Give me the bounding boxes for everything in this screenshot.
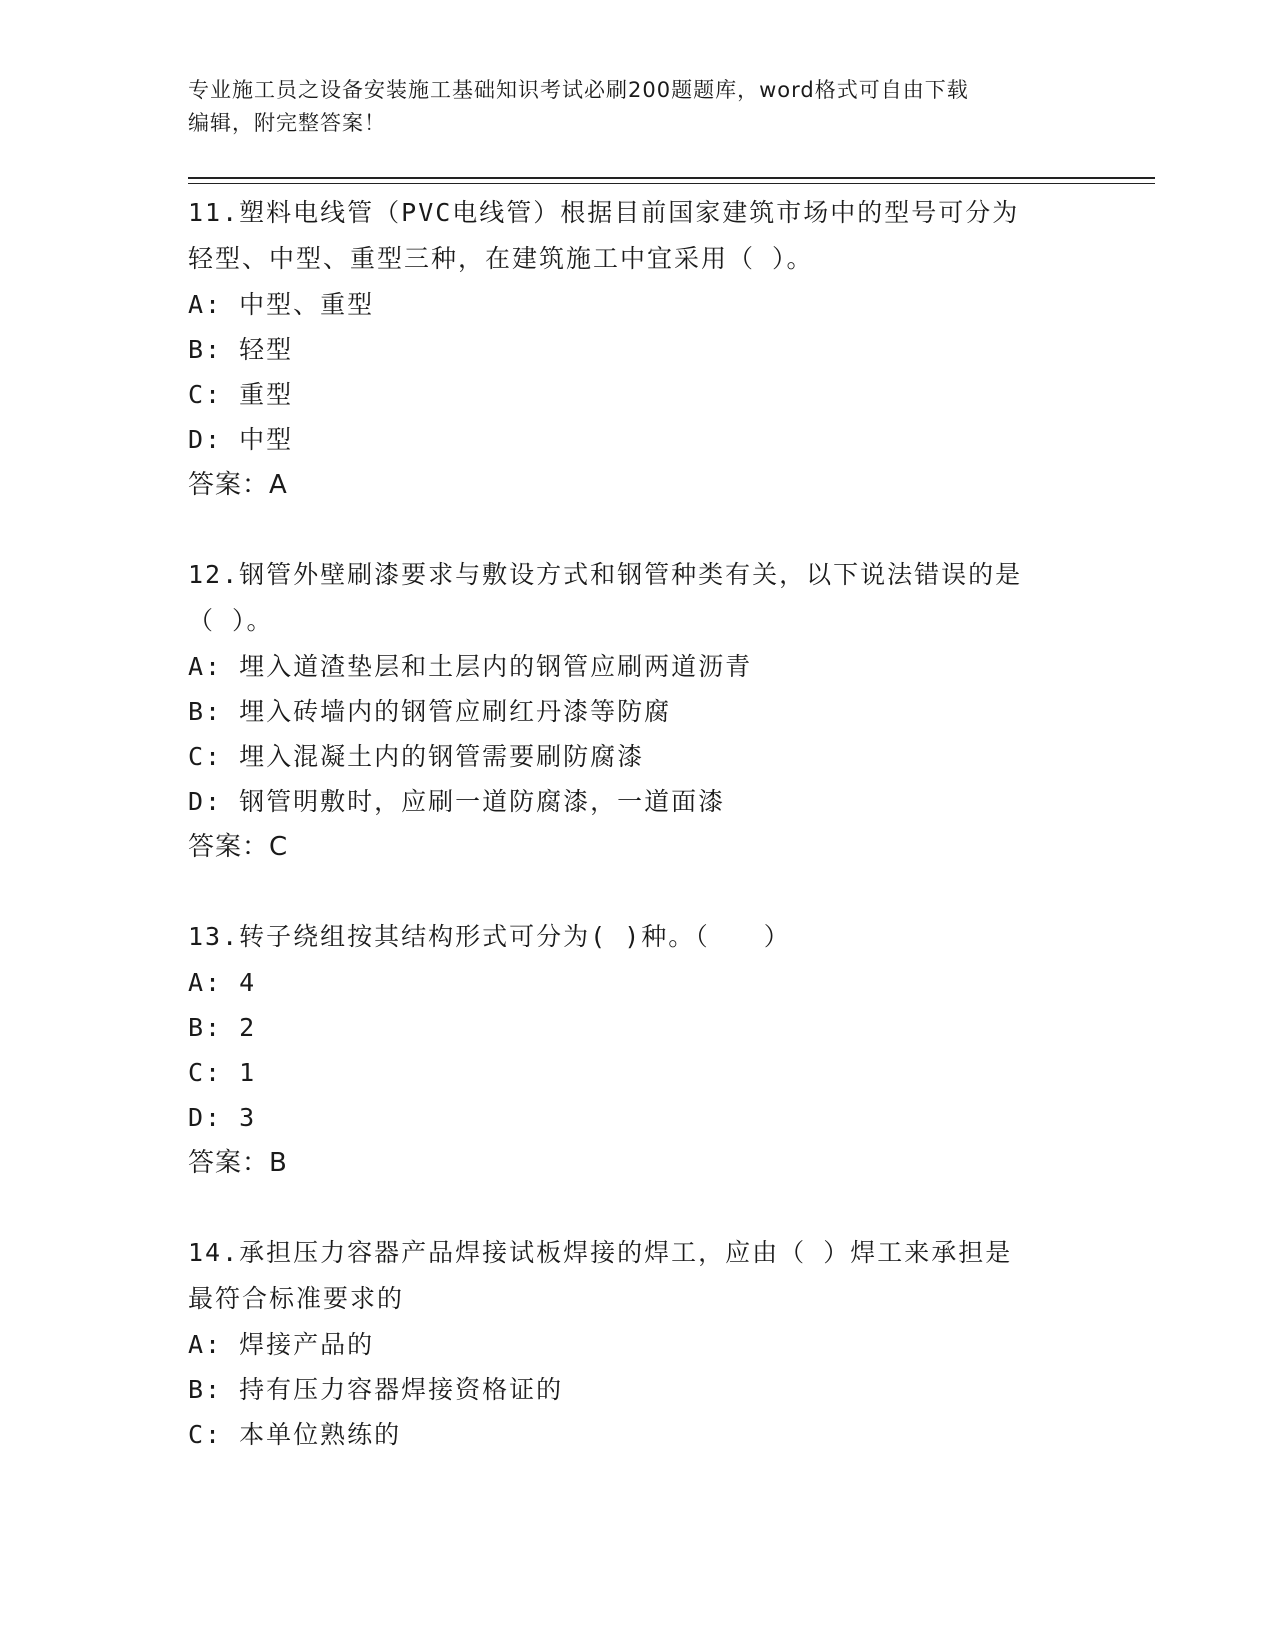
option-d: D: 钢管明敷时，应刷一道防腐漆，一道面漆 xyxy=(188,787,726,816)
question-list xyxy=(188,190,1088,1501)
header-divider-thick xyxy=(188,177,1155,179)
option-b: B: 持有压力容器焊接资格证的 xyxy=(188,1375,564,1404)
document-header xyxy=(188,74,1068,140)
question-stem-line: 13.转子绕组按其结构形式可分为( )种。（ ） xyxy=(188,922,791,951)
question-12 xyxy=(188,552,1088,870)
question-14 xyxy=(188,1230,1088,1457)
option-b: B: 2 xyxy=(188,1013,257,1042)
option-c: C: 本单位熟练的 xyxy=(188,1420,402,1449)
question-stem-line: 11.塑料电线管（PVC电线管）根据目前国家建筑市场中的型号可分为 xyxy=(188,198,1020,227)
question-stem-line: 最符合标准要求的 xyxy=(188,1284,405,1313)
option-c: C: 重型 xyxy=(188,380,294,409)
header-divider-thin xyxy=(188,183,1155,184)
option-a: A: 中型、重型 xyxy=(188,290,375,319)
option-c: C: 1 xyxy=(188,1058,257,1087)
option-d: D: 3 xyxy=(188,1103,257,1132)
option-b: B: 埋入砖墙内的钢管应刷红丹漆等防腐 xyxy=(188,697,672,726)
question-11 xyxy=(188,190,1088,508)
option-a: A: 4 xyxy=(188,968,257,997)
question-stem-line: 轻型、中型、重型三种，在建筑施工中宜采用（ ）。 xyxy=(188,244,814,273)
header-line-1: 专业施工员之设备安装施工基础知识考试必刷200题题库，word格式可自由下载 xyxy=(188,78,969,102)
option-a: A: 埋入道渣垫层和土层内的钢管应刷两道沥青 xyxy=(188,652,753,681)
option-b: B: 轻型 xyxy=(188,335,294,364)
header-line-2: 编辑，附完整答案！ xyxy=(188,111,386,135)
option-d: D: 中型 xyxy=(188,425,294,454)
answer-line: 答案：A xyxy=(188,470,288,500)
answer-line: 答案：B xyxy=(188,1148,288,1178)
question-13 xyxy=(188,914,1088,1186)
option-c: C: 埋入混凝土内的钢管需要刷防腐漆 xyxy=(188,742,645,771)
question-stem-line: 12.钢管外壁刷漆要求与敷设方式和钢管种类有关，以下说法错误的是 xyxy=(188,560,1023,589)
question-stem-line: 14.承担压力容器产品焊接试板焊接的焊工，应由（ ）焊工来承担是 xyxy=(188,1238,1013,1267)
answer-line: 答案：C xyxy=(188,832,289,862)
option-a: A: 焊接产品的 xyxy=(188,1330,375,1359)
question-stem-line: （ ）。 xyxy=(188,606,274,635)
